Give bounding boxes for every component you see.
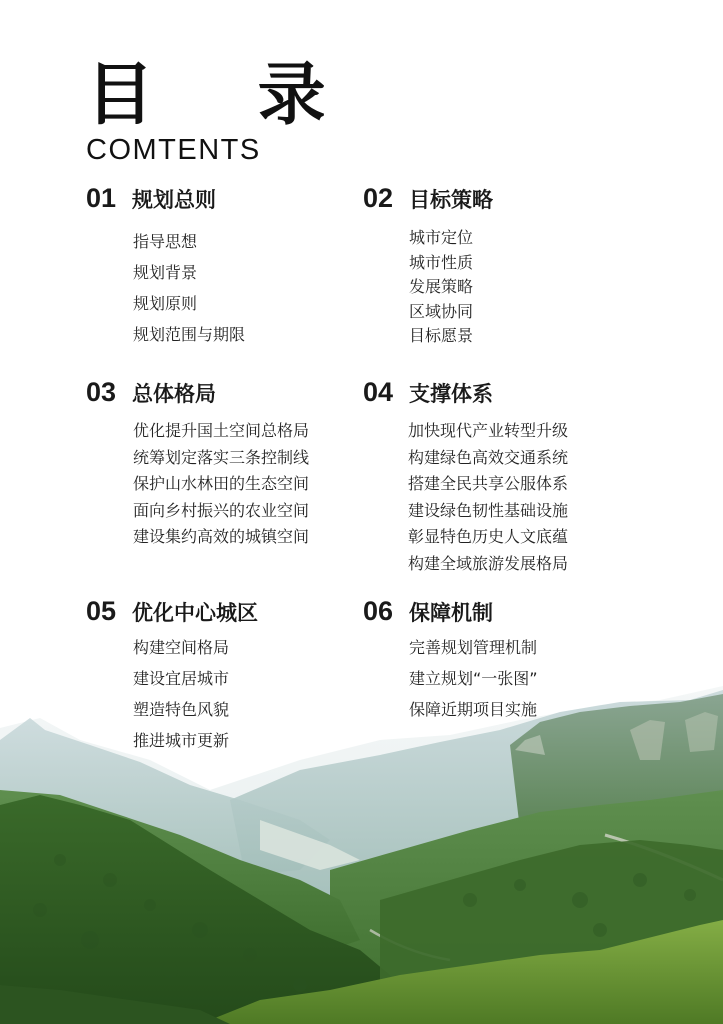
toc-item[interactable]: 保护山水林田的生态空间	[133, 474, 310, 494]
toc-item-list	[133, 418, 309, 551]
page-subtitle: COMTENTS	[86, 134, 261, 166]
toc-item[interactable]: 统筹划定落实三条控制线	[133, 447, 310, 467]
section-number: 05	[86, 596, 117, 626]
page-title: 目 录	[86, 56, 366, 135]
toc-item[interactable]: 建立规划“一张图”	[409, 669, 538, 688]
toc-item[interactable]: 区域协同	[409, 301, 474, 321]
section-number: 03	[86, 377, 117, 407]
toc-item[interactable]: 彰显特色历史人文底蕴	[408, 527, 569, 547]
toc-item[interactable]: 发展策略	[409, 277, 474, 297]
toc-section-heading[interactable]	[363, 596, 538, 630]
toc-section-heading[interactable]	[363, 377, 568, 411]
toc-item[interactable]: 推进城市更新	[133, 731, 230, 750]
section-number: 01	[86, 183, 117, 213]
section-title: 总体格局	[132, 382, 216, 406]
toc-item[interactable]: 指导思想	[133, 232, 198, 251]
toc-section-heading[interactable]	[86, 596, 258, 630]
toc-item[interactable]: 保障近期项目实施	[409, 700, 538, 719]
toc-item[interactable]: 完善规划管理机制	[409, 638, 538, 657]
section-number: 04	[363, 377, 394, 407]
toc-item[interactable]: 规划背景	[133, 263, 198, 282]
toc-item[interactable]: 构建全域旅游发展格局	[408, 553, 569, 573]
toc-item[interactable]: 构建绿色高效交通系统	[408, 447, 569, 467]
section-title: 规划总则	[132, 188, 216, 212]
toc-section-04	[363, 377, 568, 578]
toc-section-03	[86, 377, 309, 551]
toc-item[interactable]: 规划范围与期限	[133, 325, 246, 344]
toc-section-01	[86, 183, 245, 350]
toc-section-06	[363, 596, 538, 725]
toc-item-list	[408, 418, 568, 578]
toc-section-heading[interactable]	[363, 183, 493, 217]
toc-item[interactable]: 加快现代产业转型升级	[408, 421, 569, 440]
section-title: 支撑体系	[409, 382, 493, 406]
toc-item-list	[409, 632, 538, 725]
section-title: 目标策略	[409, 188, 493, 212]
toc-item-list	[133, 226, 245, 350]
toc-item-list	[133, 632, 258, 756]
toc-item[interactable]: 规划原则	[133, 294, 198, 313]
toc-section-heading[interactable]	[86, 183, 245, 217]
toc-item[interactable]: 塑造特色风貌	[133, 700, 230, 719]
section-number: 02	[363, 183, 394, 213]
section-title: 保障机制	[409, 601, 493, 625]
toc-item[interactable]: 城市定位	[409, 228, 474, 247]
toc-item[interactable]: 构建空间格局	[133, 638, 230, 657]
toc-section-02	[363, 183, 493, 349]
toc-item[interactable]: 目标愿景	[409, 326, 474, 346]
toc-item[interactable]: 建设宜居城市	[133, 669, 230, 688]
toc-section-heading[interactable]	[86, 377, 309, 411]
toc-section-05	[86, 596, 258, 756]
toc-item[interactable]: 优化提升国土空间总格局	[133, 421, 310, 440]
toc-item[interactable]: 建设绿色韧性基础设施	[408, 500, 569, 520]
toc-item[interactable]: 面向乡村振兴的农业空间	[133, 500, 310, 520]
section-title: 优化中心城区	[132, 601, 258, 625]
section-number: 06	[363, 596, 394, 626]
toc-item[interactable]: 城市性质	[409, 252, 474, 272]
toc-item[interactable]: 搭建全民共享公服体系	[408, 474, 569, 494]
toc-item[interactable]: 建设集约高效的城镇空间	[133, 527, 310, 547]
toc-item-list	[409, 226, 493, 349]
